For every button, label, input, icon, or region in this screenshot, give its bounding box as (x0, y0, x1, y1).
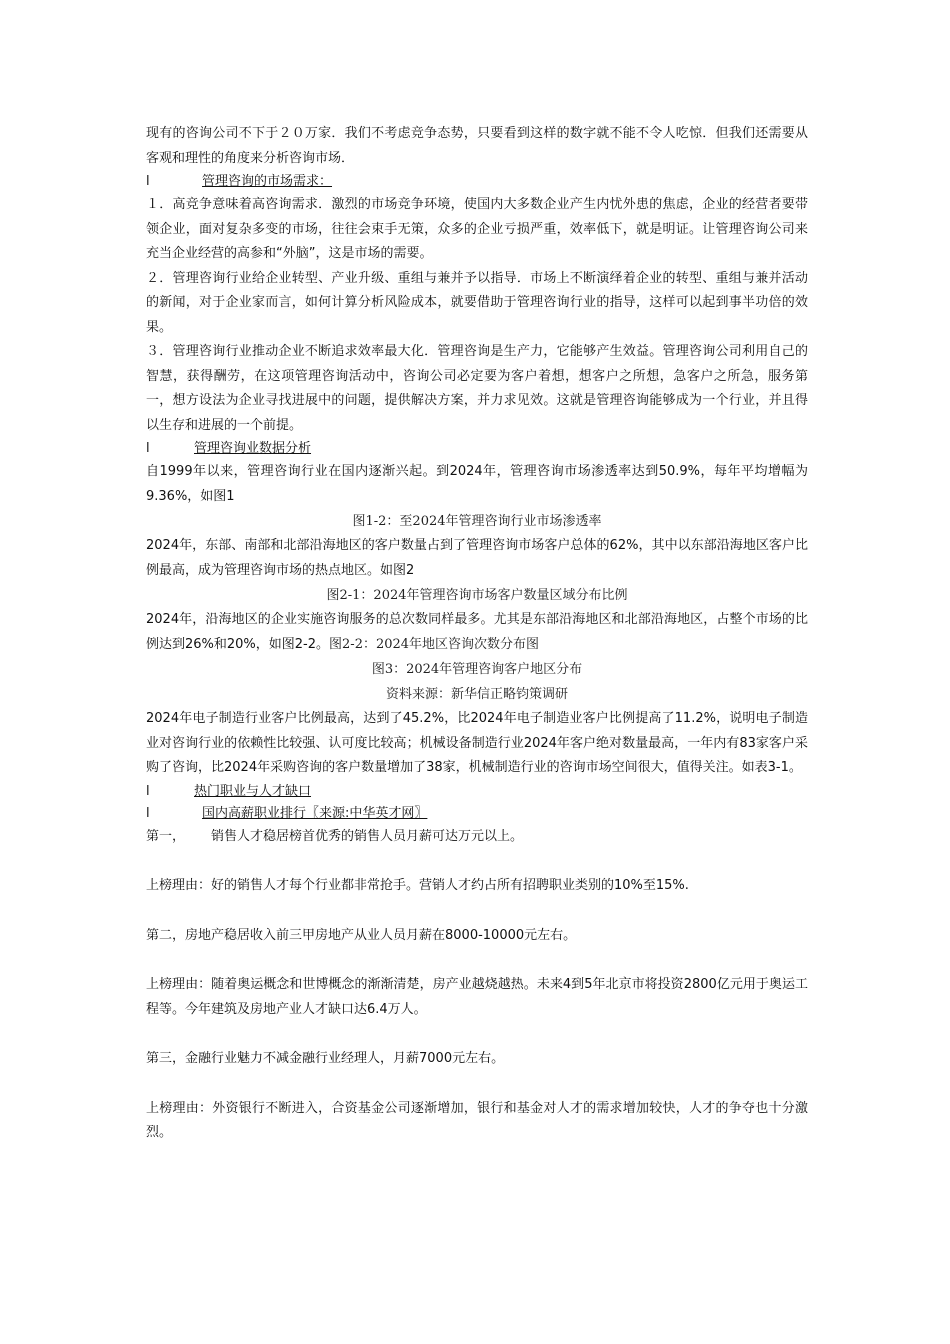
industry-paragraph: 2024年电子制造行业客户比例最高，达到了45.2%，比2024年电子制造业客户比例提高了11.2%，说明电子制造业对咨询行业的依赖性比较强、认可度比较高；机械设备制造行业2024年客户绝对数量最高，一年内有83家客户采购了咨询，比2024年采购咨询的客户数量增加了38家，机械制造行业的咨询市场空间很大，值得关注。如表3-1。 (146, 711, 808, 775)
heading-salary-ranking (146, 803, 808, 825)
demand-point-2: ２．管理咨询行业给企业转型、产业升级、重组与兼并予以指导．市场上不断演绎着企业的转型、重组与兼并活动的新闻，对于企业家而言，如何计算分析风险成本，就要借助于管理咨询行业的指导，这样可以起到事半功倍的效果。 (146, 270, 808, 335)
coastal-text: 2024年，沿海地区的企业实施咨询服务的总次数同样最多。尤其是东部沿海地区和北部沿海地区，占整个市场的比例达到26%和20%，如图2-2。 (146, 612, 808, 652)
bullet-marker: l (146, 174, 150, 189)
bullet-marker: l (146, 805, 150, 821)
rank-1 (146, 825, 808, 850)
heading-text: 国内高薪职业排行〖来源:中华英才网〗 (202, 805, 428, 821)
demand-point-3: ３．管理咨询行业推动企业不断追求效率最大化．管理咨询是生产力，它能够产生效益。管理咨询公司利用自己的智慧，获得酬劳，在这项管理咨询活动中，咨询公司必定要为客户着想，想客户之所想，急客户之所急，服务第一，想方设法为企业寻找进展中的问题，提供解决方案，并力求见效。这就是管理咨询能够成为一个行业，并且得以生存和进展的一个前提。 (146, 344, 808, 433)
heading-hot-jobs (146, 781, 808, 803)
rank-3-reason: 上榜理由：外资银行不断进入，合资基金公司逐渐增加，银行和基金对人才的需求增加较快，人才的争夺也十分激烈。 (146, 1100, 808, 1140)
intro-paragraph: 现有的咨询公司不下于２０万家．我们不考虑竞争态势，只要看到这样的数字就不能不令人吃惊．但我们还需要从客观和理性的角度来分析咨询市场． (146, 126, 808, 166)
coastal-paragraph (146, 608, 808, 657)
heading-text: 管理咨询业数据分析 (194, 441, 312, 456)
rank-1-text: 销售人才稳居榜首优秀的销售人员月薪可达万元以上。 (211, 828, 524, 844)
region-paragraph: 2024年，东部、南部和北部沿海地区的客户数量占到了管理咨询市场客户总体的62%，其中以东部沿海地区客户比例最高，成为管理咨询市场的热点地区。如图2 (146, 538, 808, 578)
rank-2: 第二，房地产稳居收入前三甲房地产从业人员月薪在8000-10000元左右。 (146, 927, 577, 943)
figure-caption-1-2: 图1-2：至2024年管理咨询行业市场渗透率 (352, 514, 602, 529)
penetration-paragraph: 自1999年以来，管理咨询行业在国内逐渐兴起。到2024年，管理咨询市场渗透率达到50.9%，每年平均增幅为9.36%，如图1 (146, 464, 808, 504)
bullet-marker: l (146, 441, 150, 456)
demand-point-1: １．高竞争意味着高咨询需求．激烈的市场竞争环境，使国内大多数企业产生内忧外患的焦虑，企业的经营者要带领企业，面对复杂多变的市场，往往会束手无策，众多的企业亏损严重，效率低下，就是明证。让管理咨询公司来充当企业经营的高参和“外脑”，这是市场的需要。 (146, 197, 808, 261)
rank-1-reason: 上榜理由：好的销售人才每个行业都非常抢手。营销人才约占所有招聘职业类别的10%至15%. (146, 878, 689, 893)
source-note: 资料来源：新华信正略钧策调研 (385, 687, 568, 702)
heading-data-analysis (146, 438, 808, 460)
bullet-marker: l (146, 783, 150, 799)
rank-2-reason: 上榜理由：随着奥运概念和世博概念的渐渐清楚，房产业越烧越热。未来4到5年北京市将投资2800亿元用于奥运工程等。今年建筑及房地产业人才缺口达6.4万人。 (146, 977, 808, 1017)
figure-caption-2-1: 图2-1：2024年管理咨询市场客户数量区域分布比例 (326, 588, 628, 603)
heading-text: 热门职业与人才缺口 (194, 783, 312, 799)
heading-market-demand (146, 171, 808, 193)
figure-caption-3: 图3：2024年管理咨询客户地区分布 (371, 662, 583, 677)
heading-text: 管理咨询的市场需求： (202, 174, 333, 189)
document-page (146, 122, 808, 1146)
rank-1-label: 第一， (146, 828, 186, 844)
figure-caption-2-2: 图2-2：2024年地区咨询次数分布图 (329, 636, 540, 652)
rank-3: 第三，金融行业魅力不减金融行业经理人，月薪7000元左右。 (146, 1051, 505, 1066)
